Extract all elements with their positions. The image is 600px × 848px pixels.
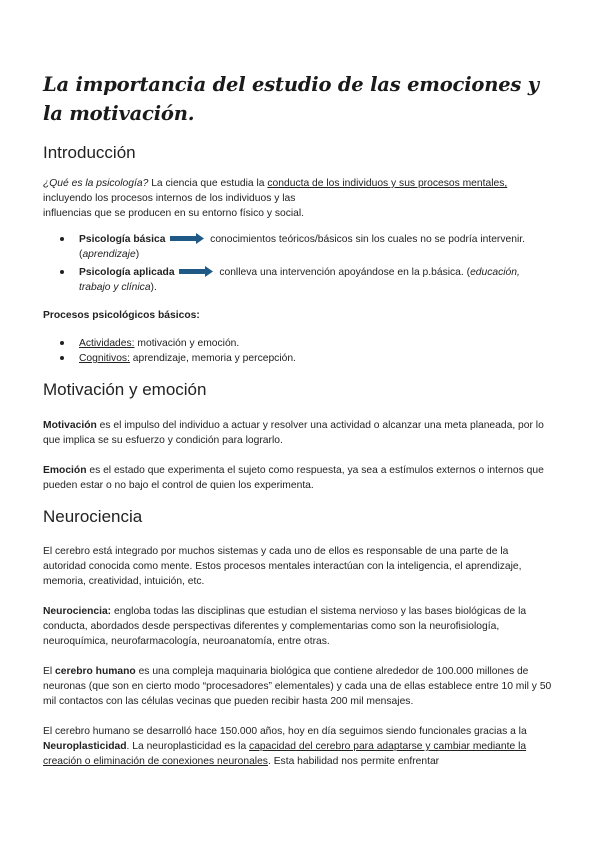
motivacion-paragraph: Motivación es el impulso del individuo a actuar y resolver una actividad o alcanzar una meta planeada, por lo que implica se su esfuerzo y condición para lograrlo. (43, 420, 544, 446)
right-arrow-icon (179, 266, 213, 277)
bullet-icon (60, 237, 64, 241)
neuro-paragraph-2: Neurociencia: engloba todas las disciplinas que estudian el sistema nervioso y las bases biológicas de la conducta, abordados desde perspectivas diferentes y complementarias como son la neurofisiología, neuroquímica, neurofarmacología, neuroanatomía, entre otras. (43, 606, 527, 647)
list-item: Cognitivos: aprendizaje, memoria y percepción. (43, 351, 553, 366)
procesos-heading: Procesos psicológicos básicos: (43, 310, 200, 321)
neuro-paragraph-4: El cerebro humano se desarrolló hace 150.000 años, hoy en día seguimos siendo funcionales gracias a la Neuroplasticidad. La neuroplasticidad es la capacidad del cerebro para adaptarse y cambiar mediante la creación o eliminación de conexiones neuronales. Esta habilidad nos permite enfrentar (43, 726, 527, 767)
emocion-paragraph: Emoción es el estado que experimenta el sujeto como respuesta, ya sea a estímulos externos o internos que pueden estar o no bajo el control de quien los experimenta. (43, 465, 544, 491)
list-item: Actividades: motivación y emoción. (43, 336, 553, 351)
list-item: Psicología aplicada conlleva una intervención apoyándose en la p.básica. (educación, trabajo y clínica). (43, 265, 553, 295)
bullet-icon (60, 356, 64, 360)
neuro-paragraph-3: El cerebro humano es una compleja maquinaria biológica que contiene alrededor de 100.000 millones de neuronas (que son en cierto modo “procesadores” elementales) y cada una de ellas establece entre 10 mil y 50 mil contactos con las células vecinas que pueden recibir hasta 200 mil mensajes. (43, 666, 552, 707)
heading-motivacion: Motivación y emoción (43, 380, 207, 399)
bullet-icon (60, 270, 64, 274)
procesos-list (43, 336, 553, 366)
right-arrow-icon (170, 233, 204, 244)
document-title: La importancia del estudio de las emociones y la motivación. (43, 73, 539, 125)
neuro-paragraph-1: El cerebro está integrado por muchos sistemas y cada uno de ellos es responsable de una parte de la autoridad conocida como mente. Estos procesos mentales interactúan con la inteligencia, el aprendizaje, memoria, creatividad, intuición, etc. (43, 546, 522, 587)
heading-introduccion: Introducción (43, 143, 136, 162)
document-page (43, 70, 553, 769)
intro-paragraph: ¿Qué es la psicología? La ciencia que estudia la conducta de los individuos y sus procesos mentales, incluyendo los procesos internos de los individuos y las influencias que se producen en su entorno físico y social. (43, 178, 508, 219)
bullet-icon (60, 341, 64, 345)
list-item: Psicología básica conocimientos teóricos/básicos sin los cuales no se podría intervenir. (aprendizaje) (43, 232, 553, 262)
psicologia-list (43, 232, 553, 295)
heading-neurociencia: Neurociencia (43, 507, 143, 526)
